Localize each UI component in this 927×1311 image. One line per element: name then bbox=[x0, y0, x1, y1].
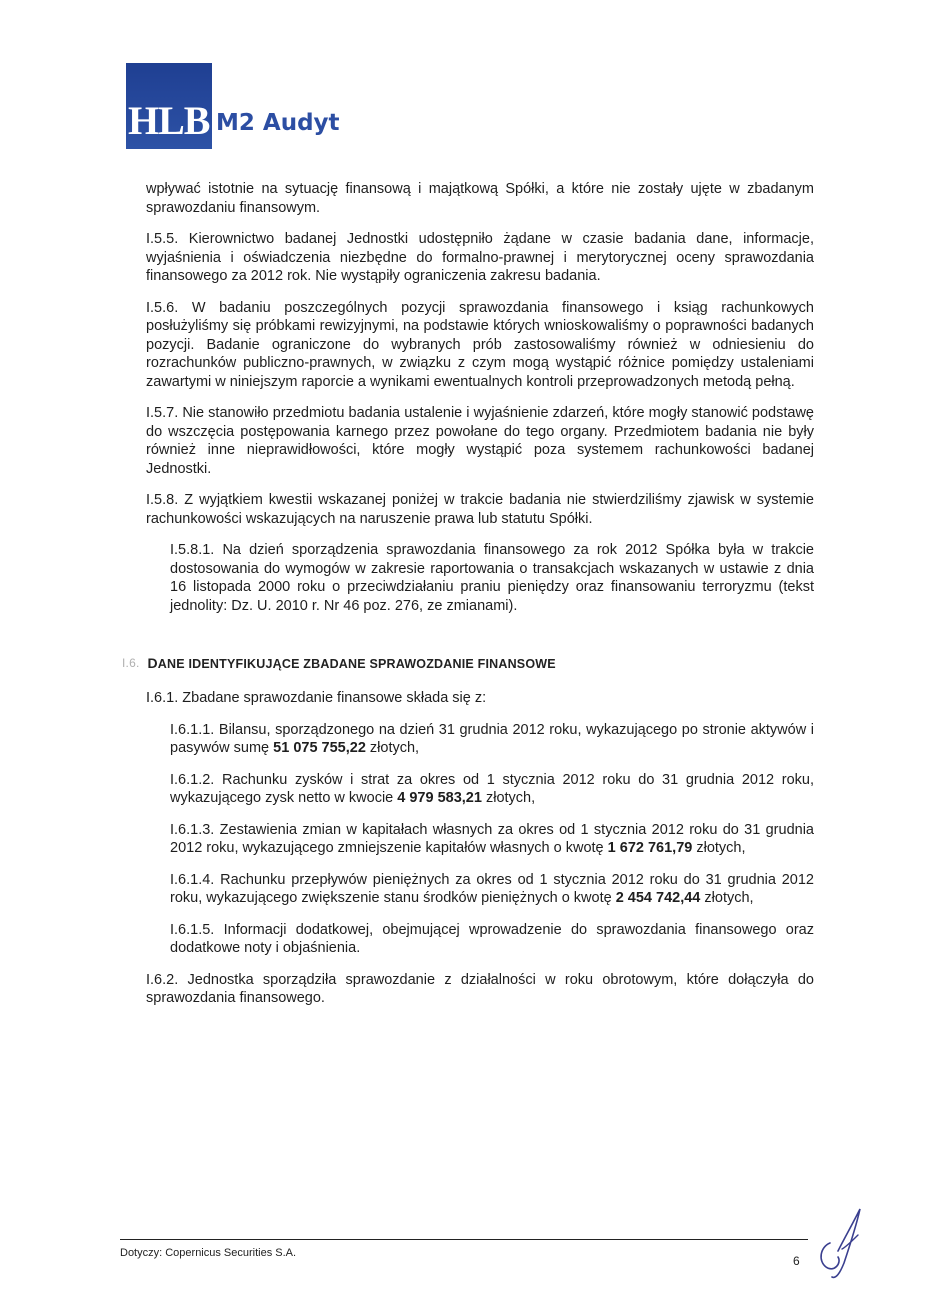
paragraph-1-6-1: I.6.1. Zbadane sprawozdanie finansowe składa się z: bbox=[146, 690, 487, 706]
paragraph-1-5-8-1: I.5.8.1. Na dzień sporządzenia sprawozdania finansowego za rok 2012 Spółka była w trakcie dostosowania do wymogów w zakresie raportowania o transakcjach wskazanych w ustawie z dnia 16 listopada 2000 roku o przeciwdziałaniu praniu pieniędzy oraz finansowaniu terroryzmu (tekst jednolity: Dz. U. 2010 r. Nr 46 poz. 276, ze zmianami). bbox=[170, 542, 814, 614]
paragraph-1-6-1-5: I.6.1.5. Informacji dodatkowej, obejmującej wprowadzenie do sprawozdania finansowego oraz dodatkowe noty i objaśnienia. bbox=[170, 921, 814, 956]
section-number: I.6. bbox=[122, 656, 140, 670]
amount-total-assets: 51 075 755,22 bbox=[273, 740, 366, 756]
footer-divider bbox=[120, 1239, 808, 1240]
page-number: 6 bbox=[793, 1254, 800, 1268]
document-body bbox=[122, 180, 814, 1021]
paragraph-1-6-2: I.6.2. Jednostka sporządziła sprawozdanie z działalności w roku obrotowym, które dołączyła do sprawozdania finansowego. bbox=[146, 971, 814, 1006]
amount-equity-decrease: 1 672 761,79 bbox=[607, 840, 693, 856]
section-heading bbox=[122, 655, 814, 671]
signature-initials bbox=[808, 1205, 872, 1281]
paragraph-1-6-1-4: I.6.1.4. Rachunku przepływów pieniężnych za okres od 1 stycznia 2012 roku do 31 grudnia 2012 roku, wykazującego zwiększenie stanu środków pieniężnych o kwotę 2 454 742,44 złotych, bbox=[170, 871, 814, 906]
amount-net-profit: 4 979 583,21 bbox=[397, 790, 482, 806]
paragraph-1-5-6: I.5.6. W badaniu poszczególnych pozycji sprawozdania finansowego i ksiąg rachunkowych posłużyliśmy się próbkami rewizyjnymi, na podstawie których wnioskowaliśmy o poprawności badanych pozycji. Badanie ograniczone do wybranych prób zastosowaliśmy również w odniesieniu do rozrachunków publiczno-prawnych, w związku z czym mogą wystąpić różnice pomiędzy ustaleniami zawartymi w niniejszym raporcie a wynikami ewentualnych kontroli przeprowadzonych metodą pełną. bbox=[146, 299, 814, 390]
paragraph-1-5-8: I.5.8. Z wyjątkiem kwestii wskazanej poniżej w trakcie badania nie stwierdziliśmy zjawisk w systemie rachunkowości wskazujących na naruszenie prawa lub statutu Spółki. bbox=[146, 492, 814, 527]
logo-subtitle: M2 Audyt bbox=[216, 110, 340, 136]
paragraph-1-5-7: I.5.7. Nie stanowiło przedmiotu badania ustalenie i wyjaśnienie zdarzeń, które mogły stanowić podstawę do wszczęcia postępowania karnego przez powołane do tego organy. Przedmiotem badania nie były również inne nieprawidłowości, które mogły wystąpić poza systemem rachunkowości badanej Jednostki. bbox=[146, 405, 814, 477]
paragraph-1-5-5: I.5.5. Kierownictwo badanej Jednostki udostępniło żądane w czasie badania dane, informacje, wyjaśnienia i oświadczenia niezbędne do formalno-prawnej i merytorycznej oceny sprawozdania finansowego za 2012 rok. Nie wystąpiły ograniczenia zakresu badania. bbox=[146, 231, 814, 284]
paragraph-1-6-1-3: I.6.1.3. Zestawienia zmian w kapitałach własnych za okres od 1 stycznia 2012 roku do 31 grudnia 2012 roku, wykazującego zmniejszenie kapitałów własnych o kwotę 1 672 761,79 złotych, bbox=[170, 821, 814, 856]
amount-cash-increase: 2 454 742,44 bbox=[615, 890, 701, 906]
section-title: DANE IDENTYFIKUJĄCE ZBADANE SPRAWOZDANIE FINANSOWE bbox=[147, 655, 556, 671]
footer-client: Dotyczy: Copernicus Securities S.A. bbox=[120, 1247, 297, 1259]
paragraph-continuation: wpływać istotnie na sytuację finansową i majątkową Spółki, a które nie zostały ujęte w zbadanym sprawozdaniu finansowym. bbox=[146, 181, 814, 216]
logo-hlb-mark: HLB bbox=[126, 63, 212, 149]
paragraph-1-6-1-1: I.6.1.1. Bilansu, sporządzonego na dzień 31 grudnia 2012 roku, wykazującego po stronie aktywów i pasywów sumę 51 075 755,22 złotych, bbox=[170, 721, 814, 756]
paragraph-1-6-1-2: I.6.1.2. Rachunku zysków i strat za okres od 1 stycznia 2012 roku do 31 grudnia 2012 roku, wykazującego zysk netto w kwocie 4 979 583,21 złotych, bbox=[170, 771, 814, 806]
